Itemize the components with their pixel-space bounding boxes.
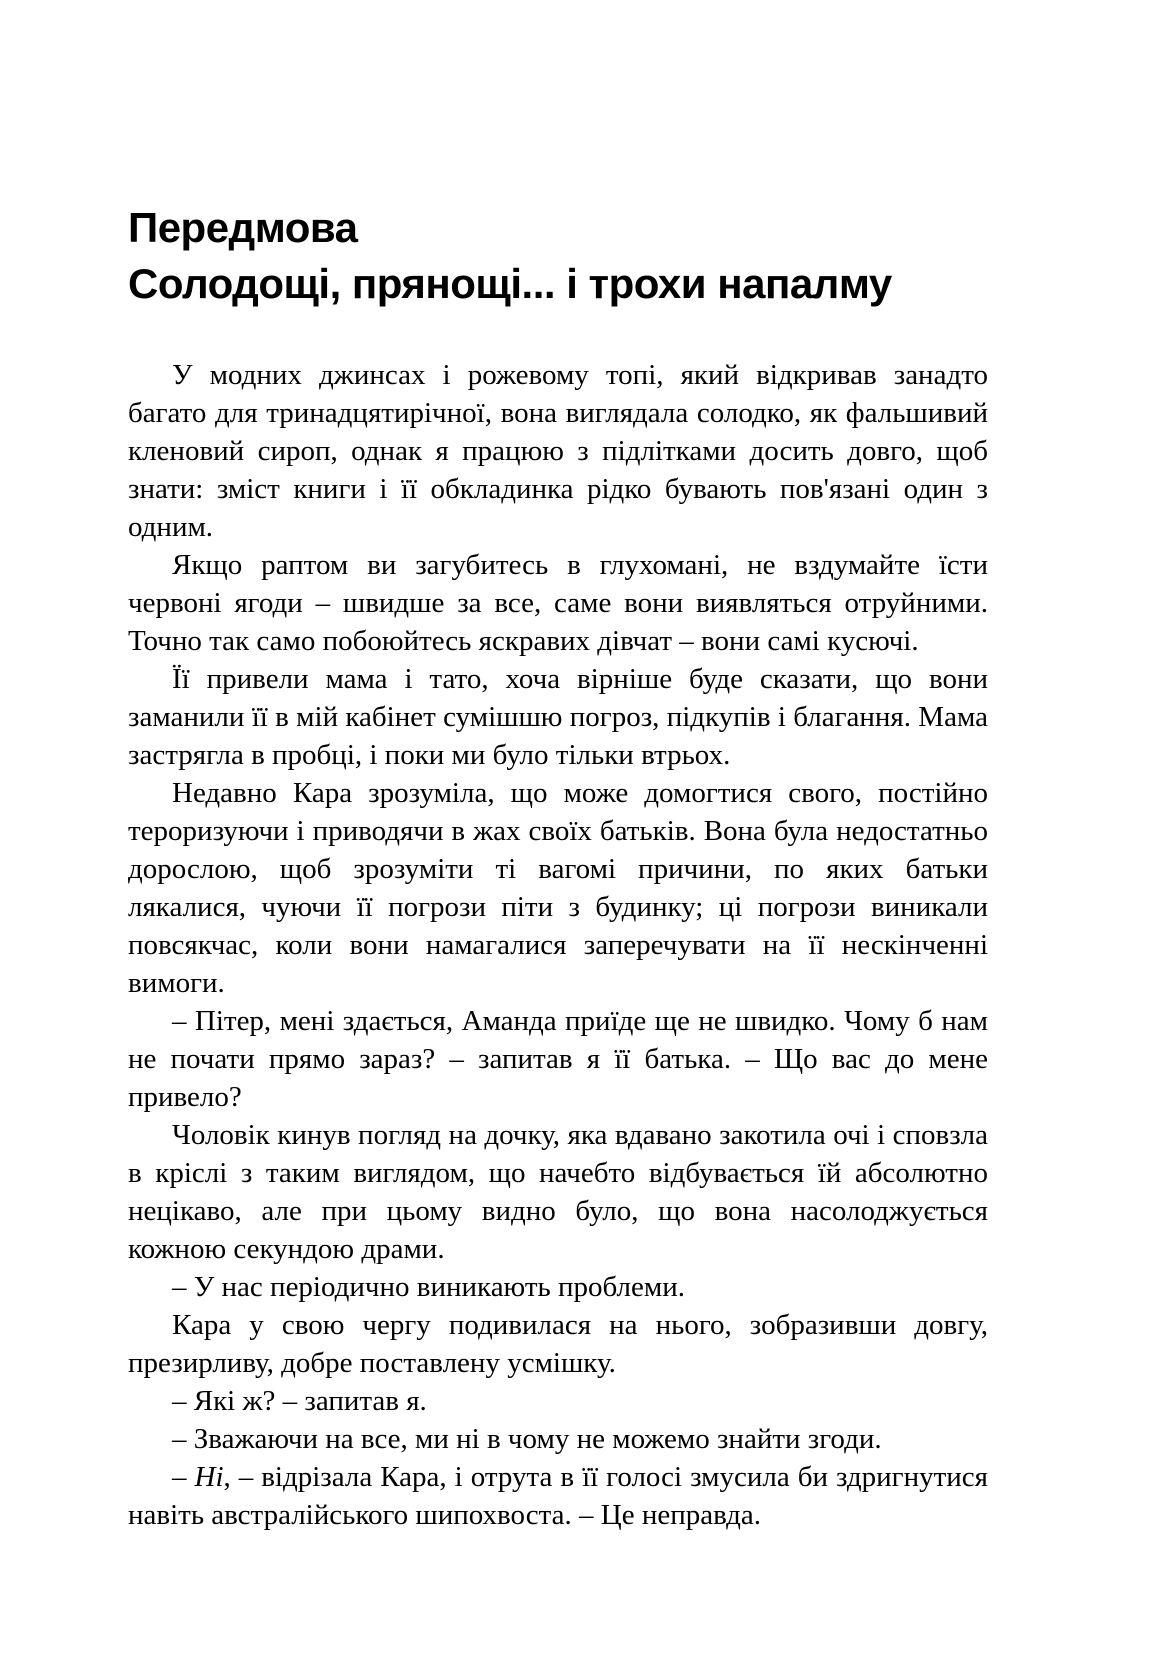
paragraph (128, 1116, 988, 1268)
chapter-heading-line1: Передмова (128, 204, 358, 251)
paragraph-run: Чоловік кинув погляд на дочку, яка вдавано закотила очі і сповзла в кріслі з таким виглядом, що начебто відбувається їй абсолютно нецікаво, але при цьому видно було, що вона насолоджується кожною секундою драми. (128, 1119, 988, 1265)
paragraph-run: – У нас періодично виникають проблеми. (172, 1271, 686, 1303)
paragraph (128, 546, 988, 660)
paragraph (128, 1002, 988, 1116)
paragraph-run: – Пітер, мені здається, Аманда приїде ще не швидко. Чому б нам не почати прямо зараз? – запитав я її батька. – Що вас до мене привело? (128, 1005, 988, 1113)
body-paragraphs (128, 356, 988, 1534)
paragraph (128, 774, 988, 1002)
paragraph-run: – Які ж? – запитав я. (172, 1385, 427, 1417)
paragraph-run: , – відрізала Кара, і отрута в її голосі змусила би здригнутися навіть австралійського шипохвоста. – Це неправда. (128, 1461, 989, 1531)
paragraph (128, 1420, 988, 1458)
paragraph (128, 1268, 988, 1306)
paragraph-run: – Зважаючи на все, ми ні в чому не можемо знайти згоди. (172, 1423, 882, 1455)
paragraph (128, 660, 988, 774)
paragraph-run-italic: Ні (194, 1461, 224, 1493)
paragraph-run: – (172, 1461, 195, 1493)
paragraph-run: Її привели мама і тато, хоча вірніше буде сказати, що вони заманили її в мій кабінет сумішшю погроз, підкупів і благання. Мама застрягла в пробці, і поки ми було тільки втрьох. (128, 663, 988, 771)
paragraph-run: Недавно Кара зрозуміла, що може домогтися свого, постійно тероризуючи і приводячи в жах своїх батьків. Вона була недостатньо дорослою, щоб зрозуміти ті вагомі причини, по яких батьки лякалися, чуючи її погрози піти з будинку; ці погрози виникали повсякчас, коли вони намагалися заперечувати на її нескінченні вимоги. (128, 777, 988, 999)
chapter-heading (128, 200, 988, 312)
paragraph (128, 356, 988, 546)
paragraph (128, 1306, 988, 1382)
paragraph-run: Якщо раптом ви загубитесь в глухомані, не вздумайте їсти червоні ягоди – швидше за все, саме вони виявляться отруйними. Точно так само побоюйтесь яскравих дівчат – вони самі кусючі. (128, 549, 988, 657)
paragraph-run: У модних джинсах і рожевому топі, який відкривав занадто багато для тринадцятирічної, вона виглядала солодко, як фальшивий кленовий сироп, однак я працюю з підлітками досить довго, щоб знати: зміст книги і її обкладинка рідко бувають пов'язані один з одним. (128, 359, 988, 543)
paragraph-run: Кара у свою чергу подивилася на нього, зобразивши довгу, презирливу, добре поставлену усмішку. (128, 1309, 988, 1379)
paragraph (128, 1382, 988, 1420)
chapter-heading-line2: Солодощі, прянощі... і трохи напалму (128, 260, 892, 307)
paragraph (128, 1458, 988, 1534)
